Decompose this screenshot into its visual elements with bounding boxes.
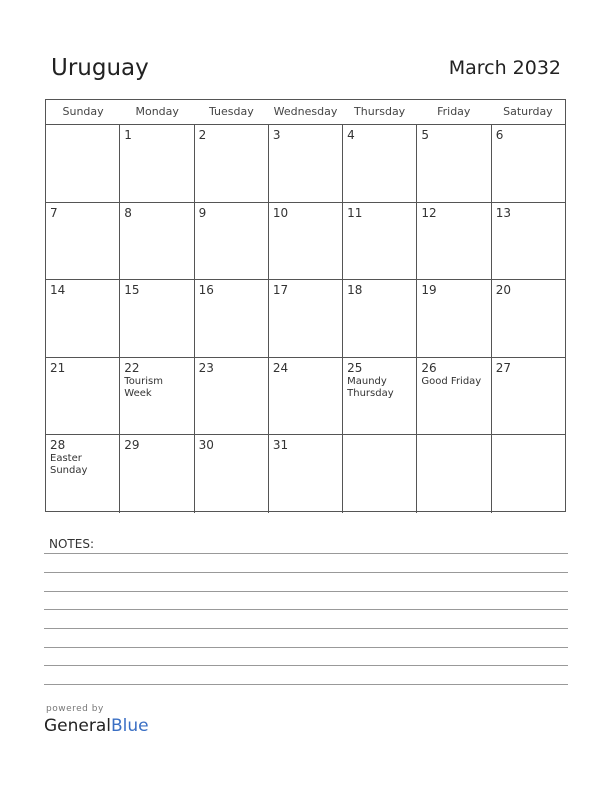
day-number: 28 <box>50 438 66 453</box>
day-cell <box>492 358 565 435</box>
note-line <box>44 684 568 685</box>
day-number: 26 <box>421 360 437 375</box>
day-number: 14 <box>50 283 66 298</box>
day-cell <box>417 358 491 435</box>
day-number: 12 <box>421 205 437 220</box>
holiday-label: Tourism Week <box>124 375 163 399</box>
weekday-wednesday: Wednesday <box>273 105 338 118</box>
day-number: 17 <box>272 283 289 298</box>
day-number: 23 <box>198 360 214 375</box>
day-cell <box>195 435 269 513</box>
day-number: 31 <box>272 438 289 453</box>
day-cell <box>195 358 269 435</box>
day-cell <box>492 435 565 513</box>
day-cell <box>343 280 417 357</box>
day-number: 11 <box>347 205 363 220</box>
day-number: 8 <box>124 205 132 220</box>
note-line <box>44 628 568 629</box>
day-number: 16 <box>198 283 214 298</box>
day-cell <box>417 435 491 513</box>
day-cell <box>195 280 269 357</box>
day-number: 29 <box>124 438 140 453</box>
weekday-monday: Monday <box>135 105 179 118</box>
day-cell <box>120 203 194 280</box>
day-number: 10 <box>272 205 289 220</box>
note-line <box>44 553 568 554</box>
week-row-2 <box>46 203 565 281</box>
holiday-label: Good Friday <box>421 375 482 387</box>
day-cell <box>195 203 269 280</box>
day-number: 27 <box>495 360 511 375</box>
day-cell <box>120 435 194 513</box>
day-cell <box>195 125 269 202</box>
day-cell <box>46 125 120 202</box>
day-cell <box>46 280 120 357</box>
day-cell <box>269 203 343 280</box>
day-cell <box>492 280 565 357</box>
week-row-4 <box>46 358 565 436</box>
day-number: 15 <box>124 283 140 298</box>
day-cell <box>46 203 120 280</box>
day-cell <box>417 125 491 202</box>
note-line <box>44 572 568 573</box>
day-number: 22 <box>124 360 140 375</box>
day-cell <box>343 435 417 513</box>
day-number: 2 <box>198 128 207 142</box>
day-cell <box>492 203 565 280</box>
day-number: 21 <box>50 360 66 375</box>
day-number: 7 <box>50 205 58 220</box>
calendar-grid <box>45 99 566 512</box>
day-number: 25 <box>347 360 363 375</box>
powered-by-text: powered by <box>46 704 104 714</box>
day-cell <box>269 125 343 202</box>
note-line <box>44 647 568 648</box>
notes-label: NOTES: <box>49 537 94 551</box>
day-cell <box>417 203 491 280</box>
week-row-3 <box>46 280 565 358</box>
day-number: 1 <box>124 128 132 142</box>
day-number: 18 <box>347 283 363 298</box>
day-cell <box>120 358 194 435</box>
holiday-label: Maundy Thursday <box>347 375 394 399</box>
day-number: 6 <box>495 128 504 142</box>
day-cell <box>269 280 343 357</box>
note-line <box>44 591 568 592</box>
weekday-sunday: Sunday <box>62 105 104 118</box>
weekday-thursday: Thursday <box>354 105 406 118</box>
day-number: 30 <box>198 438 214 453</box>
brand-name-second: Blue <box>111 716 149 736</box>
day-number: 20 <box>495 283 511 298</box>
month-title: March 2032 <box>448 57 561 79</box>
weekday-saturday: Saturday <box>503 105 553 118</box>
day-number: 9 <box>198 205 207 220</box>
day-cell <box>46 358 120 435</box>
weekday-header-row <box>46 100 565 125</box>
day-number: 19 <box>421 283 437 298</box>
week-row-1 <box>46 125 565 203</box>
day-cell <box>269 358 343 435</box>
day-number: 4 <box>347 128 355 142</box>
note-line <box>44 665 568 666</box>
day-cell <box>120 125 194 202</box>
day-cell <box>417 280 491 357</box>
day-cell <box>269 435 343 513</box>
day-cell <box>120 280 194 357</box>
day-number: 13 <box>495 205 511 220</box>
day-number: 5 <box>421 128 430 142</box>
day-cell <box>343 125 417 202</box>
note-line <box>44 609 568 610</box>
holiday-label: Easter Sunday <box>50 453 88 477</box>
week-row-5 <box>46 435 565 513</box>
day-cell <box>46 435 120 513</box>
brand-name-first: General <box>44 716 111 736</box>
day-number: 24 <box>272 360 289 375</box>
day-cell <box>343 203 417 280</box>
day-number: 3 <box>272 128 281 142</box>
weekday-tuesday: Tuesday <box>208 105 254 118</box>
weekday-friday: Friday <box>437 105 471 118</box>
country-title: Uruguay <box>51 55 149 81</box>
brand-logo <box>44 716 149 736</box>
day-cell <box>343 358 417 435</box>
day-cell <box>492 125 565 202</box>
